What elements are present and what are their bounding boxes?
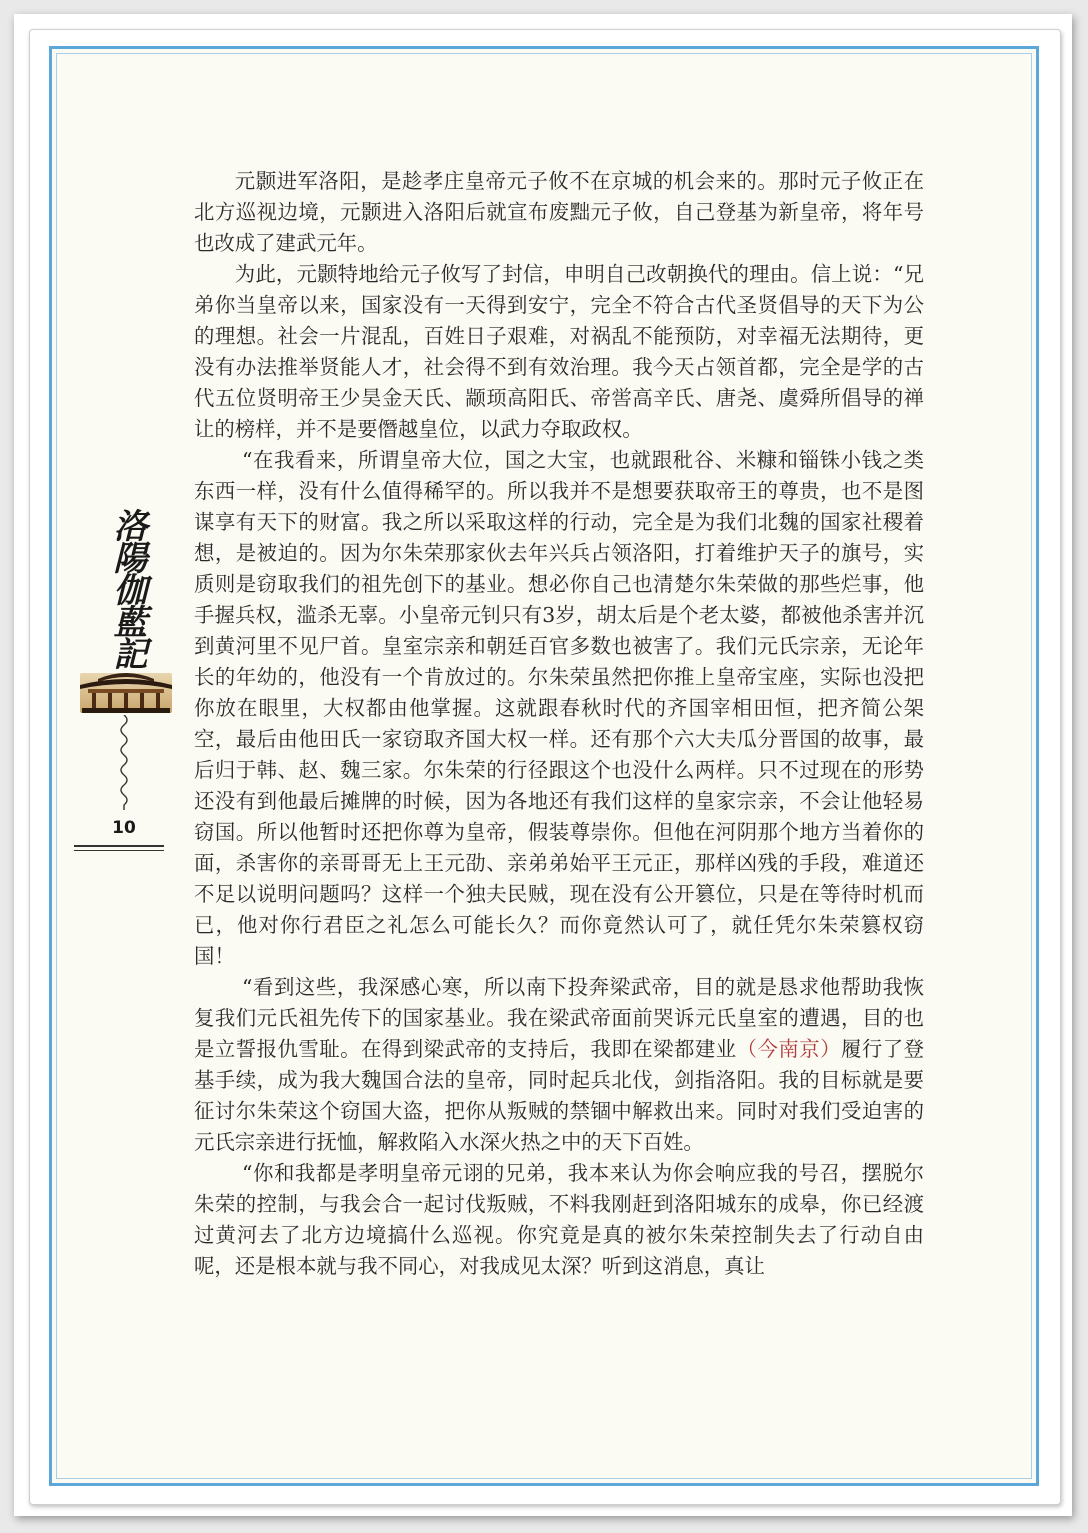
wave-divider-icon	[116, 715, 132, 810]
page-number-rule	[74, 845, 164, 851]
page-number: 10	[112, 818, 136, 838]
main-text	[194, 166, 924, 1282]
paragraph-5: “你和我都是孝明皇帝元诩的兄弟，我本来认为你会响应我的号召，摆脱尔朱荣的控制，与我会合一起讨伐叛贼，不料我刚赶到洛阳城东的成皋，你已经渡过黄河去了北方边境搞什么巡视。你究竟是真的被尔朱荣控制失去了行动自由呢，还是根本就与我不同心，对我成见太深？听到这消息，真让	[194, 1161, 924, 1278]
book-title: 洛陽伽藍記	[107, 508, 147, 668]
paragraph-4-text-b: 履行了登基手续，成为我大魏国合法的皇帝，同时起兵北伐，剑指洛阳。我的目标就是要征讨尔朱荣这个窃国大盗，把你从叛贼的禁锢中解救出来。同时对我们受迫害的元氏宗亲进行抚恤，解救陷入水深火热之中的天下百姓。	[194, 1037, 925, 1154]
paragraph-3: “在我看来，所谓皇帝大位，国之大宝，也就跟秕谷、米糠和锱铢小钱之类东西一样，没有什么值得稀罕的。所以我并不是想要获取帝王的尊贵，也不是图谋享有天下的财富。我之所以采取这样的行动，完全是为我们北魏的国家社稷着想，是被迫的。因为尔朱荣那家伙去年兴兵占领洛阳，打着维护天子的旗号，实质则是窃取我们的祖先创下的基业。想必你自己也清楚尔朱荣做的那些烂事，他手握兵权，滥杀无辜。小皇帝元钊只有3岁，胡太后是个老太婆，都被他杀害并沉到黄河里不见尸首。皇室宗亲和朝廷百官多数也被害了。我们元氏宗亲，无论年长的年幼的，他没有一个肯放过的。尔朱荣虽然把你推上皇帝宝座，实际也没把你放在眼里，大权都由他掌握。这就跟春秋时代的齐国宰相田恒，把齐简公架空，最后由他田氏一家窃取齐国大权一样。还有那个六大夫瓜分晋国的故事，最后归于韩、赵、魏三家。尔朱荣的行径跟这个也没什么两样。只不过现在的形势还没有到他最后摊牌的时候，因为各地还有我们这样的皇家宗亲，不会让他轻易窃国。所以他暂时还把你尊为皇帝，假装尊崇你。但他在河阴那个地方当着你的面，杀害你的亲哥哥无上王元劭、亲弟弟始平王元正，那样凶残的手段，难道还不足以说明问题吗？这样一个独夫民贼，现在没有公开篡位，只是在等待时机而已，他对你行君臣之礼怎么可能长久？而你竟然认可了，就任凭尔朱荣篡权窃国！	[194, 448, 924, 968]
paragraph-4-text-a: “看到这些，我深感心寒，所以南下投奔梁武帝，目的就是恳求他帮助我恢复我们元氏祖先传下的国家基业。我在梁武帝面前哭诉元氏皇室的遭遇，目的也是立誓报仇雪耻。在得到梁武帝的支持后，我即在梁都建业	[194, 975, 924, 1061]
paragraph-4	[194, 972, 924, 1158]
side-ornament	[72, 500, 172, 860]
paragraph-1: 元颢进军洛阳，是趁孝庄皇帝元子攸不在京城的机会来的。那时元子攸正在北方巡视边境，元颢进入洛阳后就宣布废黜元子攸，自己登基为新皇帝，将年号也改成了建武元年。	[194, 169, 924, 255]
paragraph-2: 为此，元颢特地给元子攸写了封信，申明自己改朝换代的理由。信上说：“兄弟你当皇帝以来，国家没有一天得到安宁，完全不符合古代圣贤倡导的天下为公的理想。社会一片混乱，百姓日子艰难，对祸乱不能预防，对幸福无法期待，更没有办法推举贤能人才，社会得不到有效治理。我今天占领首都，完全是学的古代五位贤明帝王少昊金天氏、颛顼高阳氏、帝喾高辛氏、唐尧、虞舜所倡导的禅让的榜样，并不是要僭越皇位，以武力夺取政权。	[194, 262, 924, 441]
location-note: （今南京）	[736, 1037, 841, 1061]
pavilion-icon	[78, 665, 174, 713]
